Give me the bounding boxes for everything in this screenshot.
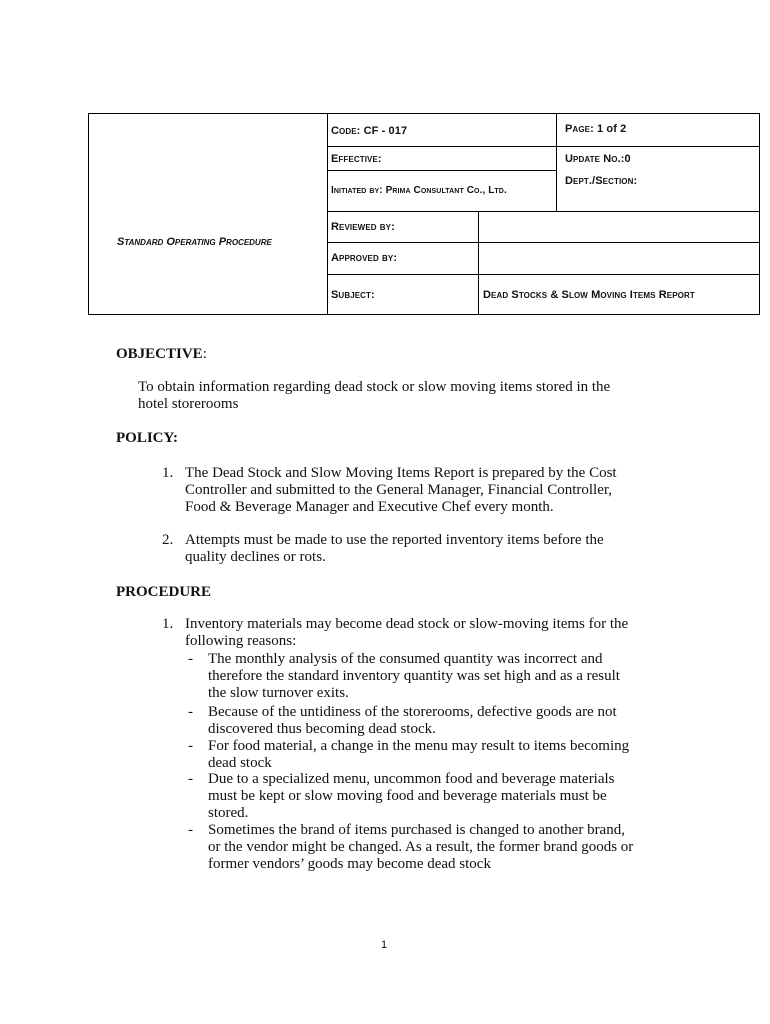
text-line: former vendors’ goods may become dead stock	[208, 856, 491, 872]
procedure-intro	[185, 616, 628, 650]
sop-title: Standard Operating Procedure	[117, 236, 272, 248]
approved-label: Approved by:	[331, 252, 398, 264]
code-value: CF - 017	[363, 125, 408, 137]
text-line: For food material, a change in the menu may result to items becoming	[208, 738, 630, 754]
objective-heading	[116, 346, 207, 363]
code-field	[331, 125, 407, 137]
procedure-heading: PROCEDURE	[116, 584, 212, 600]
policy-item-1	[185, 465, 617, 516]
subject-label: Subject:	[331, 289, 375, 301]
initiated-label: Initiated by:	[331, 185, 383, 196]
text-line: Controller and submitted to the General Manager, Financial Controller,	[185, 482, 613, 498]
text-line: following reasons:	[185, 633, 297, 649]
text-line: dead stock	[208, 755, 272, 771]
text-line: To obtain information regarding dead stock or slow moving items stored in the	[138, 379, 611, 395]
header-divider	[556, 114, 557, 211]
reason-item	[208, 771, 615, 822]
dash-bullet: -	[188, 822, 193, 838]
text-line: or the vendor might be changed. As a result, the former brand goods or	[208, 839, 634, 855]
header-divider	[327, 211, 760, 212]
text-line: Inventory materials may become dead stock or slow-moving items for the	[185, 616, 629, 632]
header-divider	[327, 146, 760, 147]
text-line: must be kept or slow moving food and beverage materials must be	[208, 788, 607, 804]
page-number: 1	[381, 939, 388, 951]
header-divider	[327, 170, 556, 171]
header-divider	[327, 274, 760, 275]
reason-item	[208, 651, 620, 702]
header-divider	[327, 242, 760, 243]
text-line: The monthly analysis of the consumed quantity was incorrect and	[208, 651, 603, 667]
header-divider	[327, 114, 328, 315]
code-label: Code:	[331, 125, 361, 137]
dept-label: Dept./Section:	[565, 175, 638, 187]
text-line: Due to a specialized menu, uncommon food and beverage materials	[208, 771, 615, 787]
list-number: 1.	[162, 465, 174, 481]
text-line: discovered thus becoming dead stock.	[208, 721, 436, 737]
dash-bullet: -	[188, 704, 193, 720]
text-line: therefore the standard inventory quantity was set high and as a result	[208, 668, 620, 684]
text-line: hotel storerooms	[138, 396, 239, 412]
document-header-table	[88, 113, 760, 315]
text-line: the slow turnover exits.	[208, 685, 349, 701]
reviewed-label: Reviewed by:	[331, 221, 395, 233]
update-label: Update No.:	[565, 153, 625, 165]
objective-colon: :	[202, 346, 207, 362]
objective-heading-text: OBJECTIVE	[116, 346, 203, 362]
update-value: 0	[624, 153, 631, 165]
text-line: stored.	[208, 805, 249, 821]
page-field	[565, 123, 626, 135]
page-label: Page:	[565, 123, 594, 135]
text-line: quality declines or rots.	[185, 549, 326, 565]
header-divider	[478, 211, 479, 315]
policy-heading: POLICY:	[116, 430, 178, 446]
text-line: Because of the untidiness of the storerooms, defective goods are not	[208, 704, 617, 720]
update-field	[565, 153, 631, 165]
reason-item	[208, 822, 633, 873]
subject-value: Dead Stocks & Slow Moving Items Report	[483, 289, 695, 301]
reason-item	[208, 704, 617, 738]
initiated-field	[331, 185, 507, 196]
text-line: Attempts must be made to use the reported inventory items before the	[185, 532, 604, 548]
text-line: The Dead Stock and Slow Moving Items Report is prepared by the Cost	[185, 465, 617, 481]
initiated-value: Prima Consultant Co., Ltd.	[385, 185, 507, 196]
effective-label: Effective:	[331, 153, 382, 165]
text-line: Sometimes the brand of items purchased is changed to another brand,	[208, 822, 625, 838]
dash-bullet: -	[188, 738, 193, 754]
list-number: 2.	[162, 532, 174, 548]
reason-item	[208, 738, 629, 772]
dash-bullet: -	[188, 651, 193, 667]
objective-text	[138, 379, 610, 413]
page-value: 1 of 2	[597, 123, 627, 135]
list-number: 1.	[162, 616, 174, 632]
policy-item-2	[185, 532, 604, 566]
text-line: Food & Beverage Manager and Executive Chef every month.	[185, 499, 554, 515]
dash-bullet: -	[188, 771, 193, 787]
